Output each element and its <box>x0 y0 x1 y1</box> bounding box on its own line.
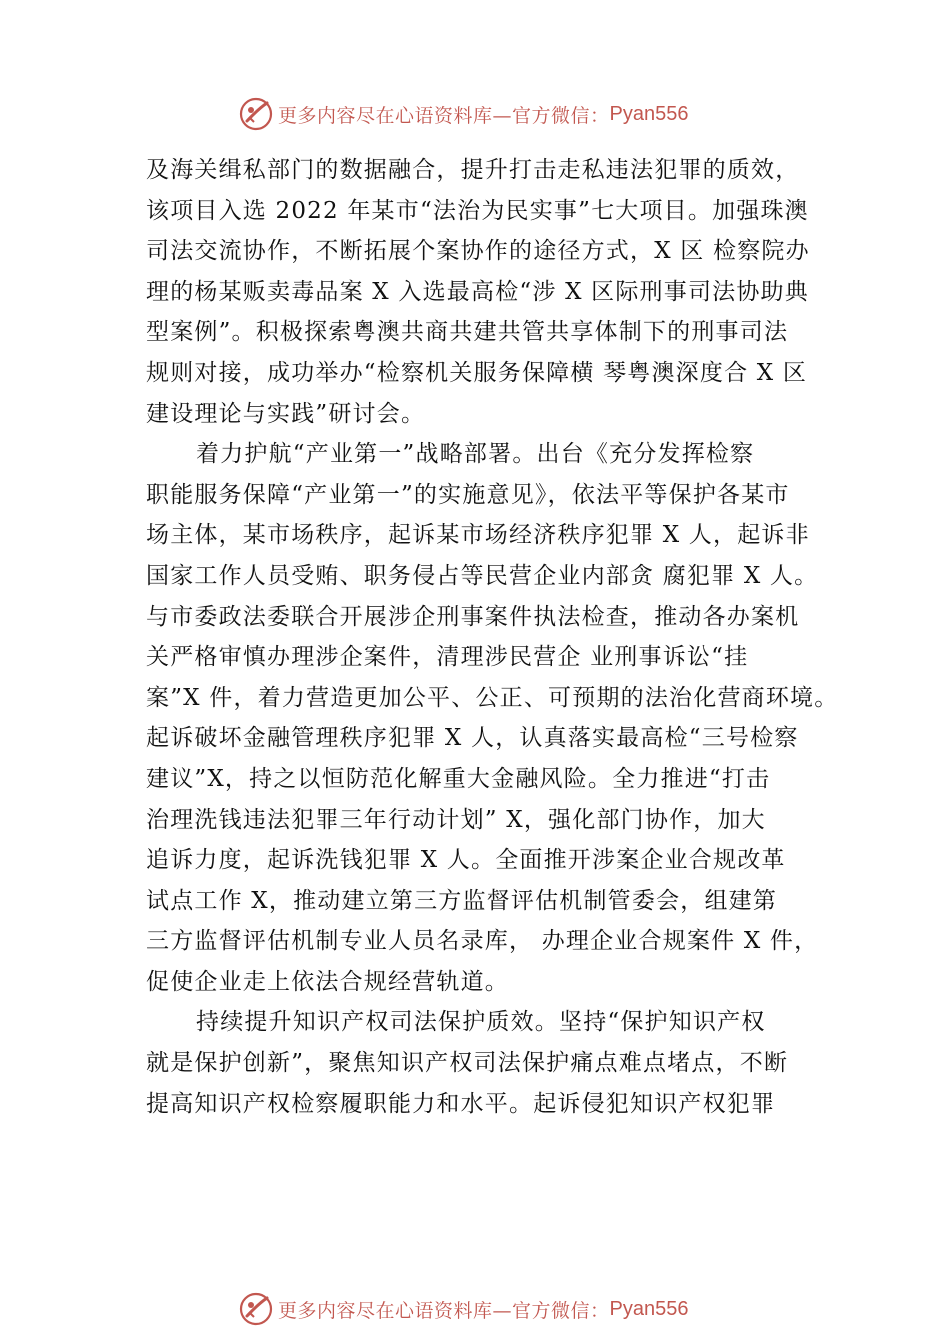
text-line: 关严格审慎办理涉企案件，清理涉民营企 业刑事诉讼“挂 <box>146 644 749 671</box>
header-watermark <box>238 96 758 132</box>
watermark-wechat-id: Pyan556 <box>609 1297 689 1320</box>
watermark-text: 更多内容尽在心语资料库—官方微信： <box>278 104 610 127</box>
text-line: 试点工作 X，推动建立第三方监督评估机制管委会，组建第 <box>146 887 778 914</box>
text-line: 追诉力度，起诉洗钱犯罪 X 人。全面推开涉案企业合规改革 <box>146 847 786 874</box>
text-line: 建议”X，持之以恒防范化解重大金融风险。全力推进“打击 <box>146 765 771 792</box>
text-line: 规则对接，成功举办“检察机关服务保障横 琴粤澳深度合 X 区 <box>146 359 808 386</box>
text-line: 三方监督评估机制专业人员名录库， 办理企业合规案件 X 件， <box>146 928 819 955</box>
text-line: 持续提升知识产权司法保护质效。坚持“保护知识产权 <box>196 1009 766 1036</box>
text-line: 建设理论与实践”研讨会。 <box>146 400 426 427</box>
text-line: 着力护航“产业第一”战略部署。出台《充分发挥检察 <box>196 441 755 468</box>
text-line: 提高知识产权检察履职能力和水平。起诉侵犯知识产权犯罪 <box>146 1090 776 1117</box>
text-line: 促使企业走上依法合规经营轨道。 <box>146 968 509 995</box>
text-line: 场主体，某市场秩序，起诉某市场经济秩序犯罪 X 人，起诉非 <box>146 522 810 549</box>
text-line: 起诉破坏金融管理秩序犯罪 X 人，认真落实最高检“三号检察 <box>146 725 799 752</box>
brush-logo-icon <box>238 1291 274 1327</box>
watermark-text: 更多内容尽在心语资料库—官方微信： <box>278 1299 610 1322</box>
text-line: 理的杨某贩卖毒品案 X 入选最高检“涉 X 区际刑事司法协助典 <box>146 278 809 305</box>
text-line: 就是保护创新”，聚焦知识产权司法保护痛点难点堵点，不断 <box>146 1050 789 1077</box>
text-line: 型案例”。积极探索粤澳共商共建共管共享体制下的刑事司法 <box>146 319 789 346</box>
document-body <box>146 150 846 1124</box>
brush-logo-icon <box>238 96 274 132</box>
text-line: 案”X 件，着力营造更加公平、公正、可预期的法治化营商环境。 <box>146 684 839 711</box>
text-line: 及海关缉私部门的数据融合，提升打击走私违法犯罪的质效， <box>146 157 800 183</box>
text-line: 治理洗钱违法犯罪三年行动计划” X，强化部门协作，加大 <box>146 806 766 833</box>
footer-watermark <box>238 1291 758 1327</box>
text-line: 国家工作人员受贿、职务侵占等民营企业内部贪 腐犯罪 X 人。 <box>146 562 819 589</box>
text-line: 与市委政法委联合开展涉企刑事案件执法检查，推动各办案机 <box>146 603 800 630</box>
watermark-wechat-id: Pyan556 <box>609 102 689 125</box>
text-line: 司法交流协作，不断拓展个案协作的途径方式，X 区 检察院办 <box>146 238 810 265</box>
text-line: 该项目入选 2022 年某市“法治为民实事”七大项目。加强珠澳 <box>146 197 809 224</box>
text-line: 职能服务保障“产业第一”的实施意见》，依法平等保护各某市 <box>146 481 790 508</box>
